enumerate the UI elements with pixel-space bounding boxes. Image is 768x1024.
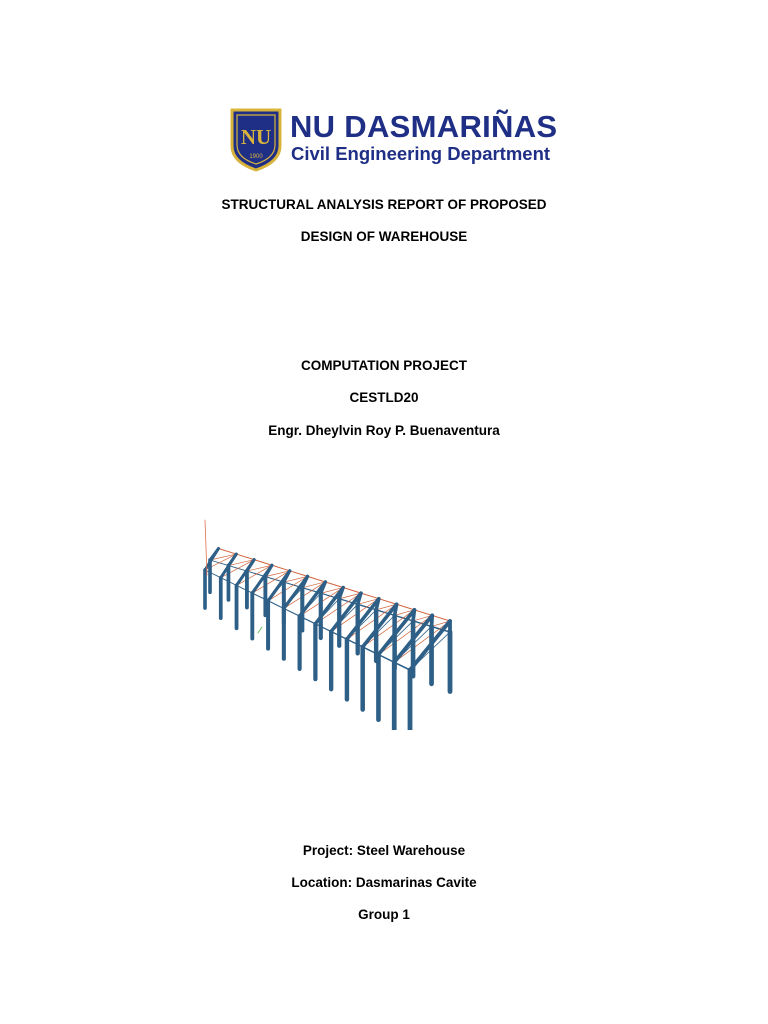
tie-beam bbox=[268, 582, 284, 601]
course-label: COMPUTATION PROJECT bbox=[300, 358, 467, 373]
ridge-purlin bbox=[379, 599, 397, 605]
institution-name: NU DASMARIÑAS bbox=[290, 109, 558, 144]
department-name: Civil Engineering Department bbox=[291, 143, 551, 164]
front-eave-beam bbox=[378, 655, 394, 663]
group-label: Group 1 bbox=[358, 907, 410, 922]
steel-frame-members bbox=[205, 520, 450, 730]
shield-mark: NU bbox=[240, 125, 272, 149]
ridge-purlin bbox=[290, 571, 308, 577]
axis-line bbox=[258, 627, 262, 633]
course-code: CESTLD20 bbox=[349, 390, 419, 405]
tie-beam bbox=[331, 604, 358, 631]
project-name: Project: Steel Warehouse bbox=[302, 843, 466, 858]
report-title-line-2: DESIGN OF WAREHOUSE bbox=[300, 229, 468, 244]
front-eave-beam bbox=[268, 601, 284, 609]
tie-beam bbox=[252, 577, 265, 593]
front-eave-beam bbox=[205, 570, 221, 578]
project-location: Location: Dasmarinas Cavite bbox=[291, 875, 477, 890]
instructor-name: Engr. Dheylvin Roy P. Buenaventura bbox=[268, 423, 500, 438]
ridge-purlin bbox=[343, 588, 361, 594]
ridge-purlin bbox=[397, 604, 415, 610]
ridge-purlin bbox=[325, 582, 343, 588]
ridge-purlin bbox=[254, 560, 272, 566]
front-eave-beam bbox=[347, 639, 363, 647]
nu-dasmarinas-logo bbox=[229, 106, 558, 174]
front-eave-beam bbox=[237, 585, 253, 593]
ridge-purlin bbox=[414, 610, 432, 616]
ridge-purlin bbox=[236, 554, 254, 560]
ridge-purlin bbox=[219, 549, 237, 555]
ridge-purlin bbox=[272, 565, 290, 571]
report-title-line-1: STRUCTURAL ANALYSIS REPORT OF PROPOSED bbox=[221, 197, 547, 212]
front-eave-beam bbox=[315, 624, 331, 632]
shield-year: 1900 bbox=[249, 154, 263, 160]
nu-shield-icon bbox=[229, 106, 283, 172]
front-eave-beam bbox=[284, 608, 300, 616]
warehouse-3d-frame-model bbox=[200, 515, 560, 730]
ridge-purlin bbox=[308, 576, 326, 582]
ridge-purlin bbox=[432, 615, 450, 621]
ridge-purlin bbox=[361, 593, 379, 599]
